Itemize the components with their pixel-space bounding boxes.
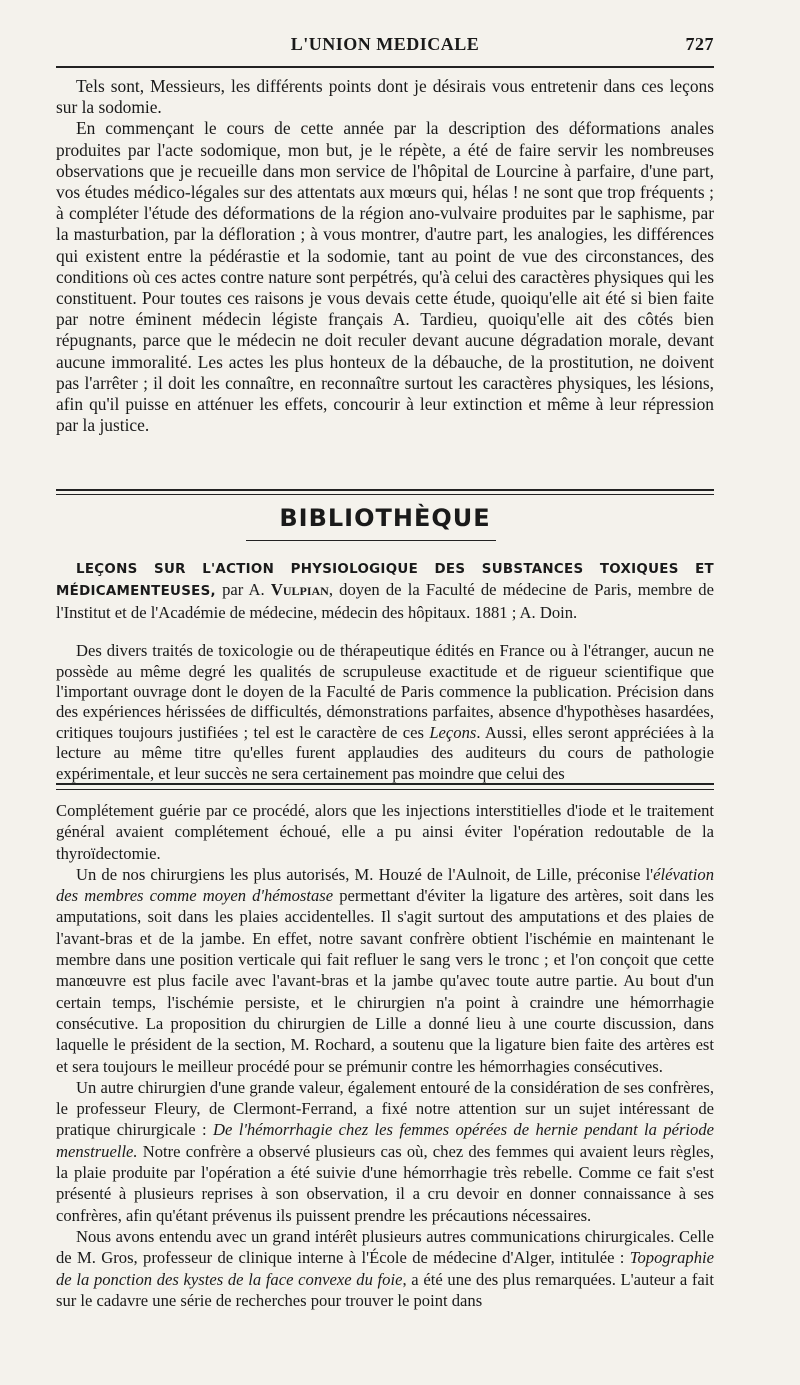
section-divider <box>56 783 714 785</box>
review-citation <box>56 558 714 623</box>
text-part: , a été une des plus remarquées. L'auteur a fait sur le cadavre une série de recherches pour trouver le point dans <box>56 1269 714 1310</box>
paragraph: En commençant le cours de cette année par la description des déformations anales produites par l'acte sodomique, mon but, je le répète, a été de faire servir les nombreuses observations que je recueille dans mon service de l'hôpital de Lourcine à parfaire, d'une part, vos études médico-légales sur des attentats aux mœurs qui, hélas ! ne sont que trop fréquents ; à compléter l'étude des déformations de la région ano-vulvaire produites par le saphisme, par la masturbation, par la défloration ; à vous montrer, d'autre part, les analogies, les différences qui existent entre la pédérastie et la sodomie, tant au point de vue des circonstances, des conditions où ces actes contre nature sont perpétrés, qu'à celui des caractères physiques qui les constituent. Pour toutes ces raisons je vous devais cette étude, quoiqu'elle ait été si bien faite par notre éminent médecin légiste français A. Tardieu, quoiqu'elle ait des côtés bien répugnants, parce que le médecin ne doit reculer devant aucune dégradation morale, devant aucune immoralité. Les actes les plus honteux de la débauche, de la prostitution, ne doivent pas l'arrêter ; il doit les connaître, en reconnaître surtout les caractères physiques, les lésions, afin qu'il puisse en atténuer les effets, concourir à leur extinction et même à leur répression par la justice. <box>56 118 714 436</box>
review-text <box>56 641 714 784</box>
book-title: LEÇONS SUR L'ACTION PHYSIOLOGIQUE DES SUBSTANCES TOXIQUES ET MÉDICAMENTEUSES, <box>56 562 714 600</box>
italic-title: élévation des membres comme moyen d'hémostase <box>56 864 714 906</box>
header-rule <box>56 66 714 68</box>
text-part: Notre confrère a observé plusieurs cas où, chez des femmes qui avaient leurs règles, la plaie produite par l'opération a été suivie d'une hémorrhagie très rebelle. Comme ce fait s'est présenté à plusieurs reprises à son observation, il a cru devoir en donner connaissance à ses confrères, afin qu'étant prévenus ils puissent prendre les précautions nécessaires. <box>56 1141 714 1225</box>
text-part: Un de nos chirurgiens les plus autorisés, M. Houzé de l'Aulnoit, de Lille, préconise l' <box>76 864 654 884</box>
section-divider <box>56 489 714 491</box>
citation-par: par A. <box>222 580 265 600</box>
section-divider-thin <box>56 789 714 790</box>
paragraph <box>56 864 714 1077</box>
citation-details: , doyen de la Faculté de médecine de Paris, membre de l'Institut et de l'Académie de médecine, médecin des hôpitaux. 1881 ; A. Doin. <box>56 580 714 622</box>
paragraph: Complétement guérie par ce procédé, alors que les injections interstitielles d'iode et le traitement général avaient complétement échoué, elle a pu ainsi éviter l'opération redoutable de la thyroïdectomie. <box>56 801 714 863</box>
paragraph <box>56 1226 714 1311</box>
congress-report <box>56 800 714 1311</box>
text-part: Un autre chirurgien d'une grande valeur, également entouré de la considération de ses confrères, le professeur Fleury, de Clermont-Ferrand, a fixé notre attention sur un sujet intéressant de pratique chirurgicale : <box>56 1077 714 1140</box>
book-author: Vulpian <box>270 580 329 600</box>
book-review <box>56 558 714 784</box>
italic-title: Topographie de la ponction des kystes de la face convexe du foie <box>56 1248 714 1289</box>
paragraph <box>56 1077 714 1226</box>
journal-title: L'UNION MEDICALE <box>290 34 480 54</box>
italic-title: De l'hémorrhagie chez les femmes opérées de hernie pendant la période menstruelle. <box>56 1120 715 1161</box>
lecture-conclusion <box>56 76 714 436</box>
review-text-part: . Aussi, elles seront appréciées à la lecture au même titre qu'elles furent applaudies des auditeurs du cours de pathologie expérimentale, et leur succès ne sera certainement pas moindre que celui des <box>56 722 714 783</box>
text-part: permettant d'éviter la ligature des artères, soit dans les amputations, soit dans les plaies accidentelles. Il s'agit surtout des amputations et des plaies de l'avant-bras et de la jambe. En effet, notre savant confrère obtient l'ischémie en maintenant le membre dans une position verticale qui fait refluer le sang vers le tronc ; et l'on conçoit que cette manœuvre est plus facile avec l'avant-bras et la jambe qu'avec toute autre partie. Au bout d'un certain temps, l'ischémie persiste, et le chirurgien n'a point à craindre une hémorrhagie consécutive. La proposition du chirurgien de Lille a donné lieu à une courte discussion, dans laquelle le président de la section, M. Rochard, a soutenu que la ligature bien faite des artères est et sera toujours le meilleur procédé pour se prémunir contre les hémorrhagies consécutives. <box>56 886 714 1076</box>
paragraph: Tels sont, Messieurs, les différents points dont je désirais vous entretenir dans ces leçons sur la sodomie. <box>56 76 714 118</box>
page-number: 727 <box>685 34 714 54</box>
running-header <box>56 34 714 54</box>
review-italic: Leçons <box>429 722 477 742</box>
review-text-part: Des divers traités de toxicologie ou de thérapeutique édités en France ou à l'étranger, aucun ne possède au même degré les qualités de scrupuleuse exactitude et de rigueur scientifique que l'important ouvrage dont le doyen de la Faculté de Paris commence la publication. Précision dans des expériences hérissées de difficultés, démonstrations parfaites, absence d'hypothèses hasardées, critiques toujours justifiées ; tel est le caractère de ces <box>56 641 714 742</box>
heading-underline <box>246 540 496 541</box>
text-part: Nous avons entendu avec un grand intérêt plusieurs autres communications chirurgicales. Celle de M. Gros, professeur de clinique interne à l'École de médecine d'Alger, intitulée : <box>56 1226 714 1268</box>
section-heading-bibliotheque: BIBLIOTHÈQUE <box>279 504 491 532</box>
